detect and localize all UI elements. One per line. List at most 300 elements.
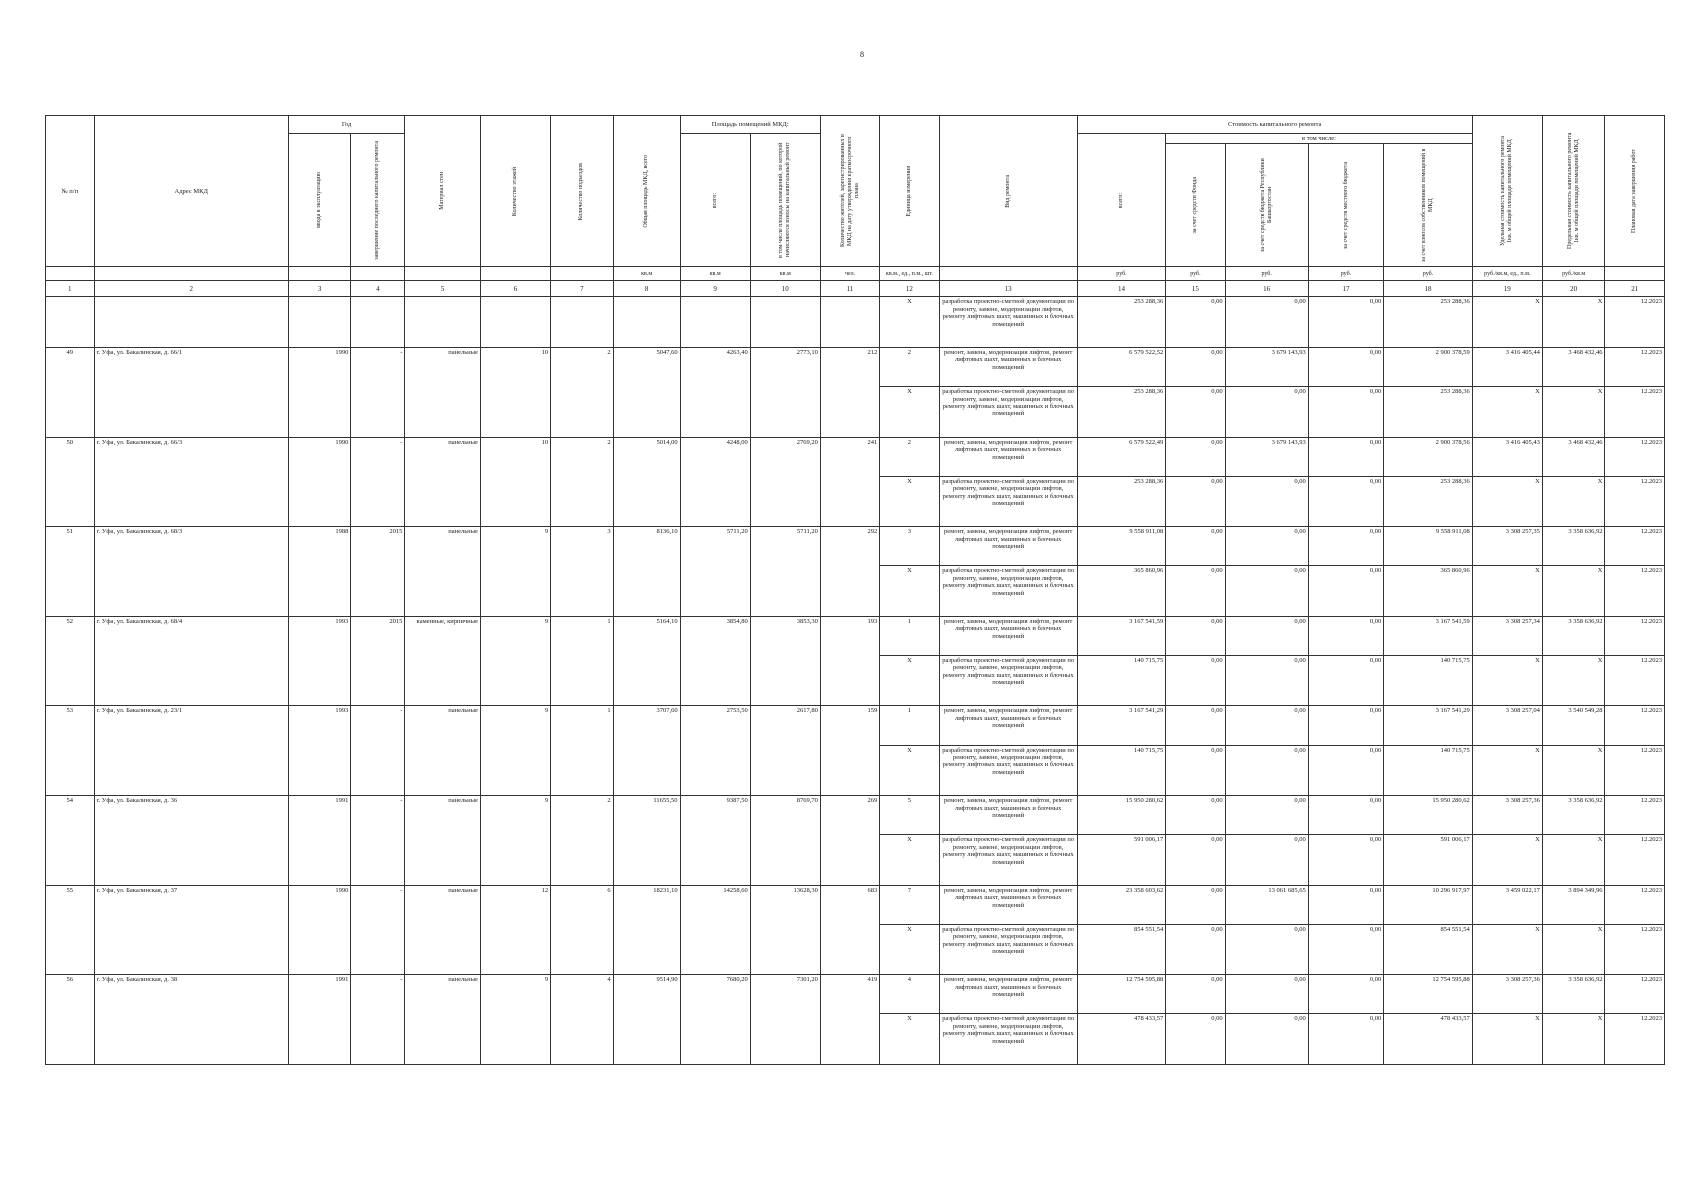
cost-republic-cell: 0,00 [1225,387,1308,438]
header-floors: Количество этажей [480,116,550,267]
cost-owners-cell: 365 860,96 [1384,566,1473,617]
residents-cell: 193 [820,616,879,706]
column-index-cell: 6 [480,281,550,297]
cost-local-cell: 0,00 [1308,348,1384,387]
cost-fund-cell: 0,00 [1166,835,1225,886]
header-year-last-repair: завершение последнего капитального ремонта [351,134,405,267]
header-cost-republic: за счет средств бюджета Республики Башкортостан [1225,144,1308,267]
unit-qty-cell: X [880,566,939,617]
year-cell: 1990 [288,348,351,438]
unit-cell: кв.м [750,267,820,281]
address-cell: г. Уфа, ул. Бакалинская, д. 66/1 [94,348,288,438]
max-cost-cell: X [1542,476,1605,527]
unit-cell [288,267,351,281]
entrances-cell: 6 [551,885,614,975]
max-cost-cell: 3 540 549,28 [1542,706,1605,745]
deadline-cell: 12.2023 [1605,566,1665,617]
empty-cell [94,297,288,348]
work-type-cell: разработка проектно-сметной документации по ремонту, замене, модернизации лифтов, ремонту лифтовых шахт, машинных и блочных помещений [939,835,1077,886]
cost-total-cell: 15 950 280,62 [1077,796,1166,835]
cost-fund-cell: 0,00 [1166,476,1225,527]
unit-qty-cell: X [880,745,939,796]
max-cost-cell: X [1542,1014,1605,1065]
column-index-row [46,281,1665,297]
cost-local-cell: 0,00 [1308,655,1384,706]
max-cost-cell: 3 468 432,46 [1542,437,1605,476]
residents-cell: 292 [820,527,879,617]
deadline-cell: 12.2023 [1605,476,1665,527]
header-premises-area: Площадь помещений МКД: [680,116,820,134]
last-repair-cell: - [351,885,405,975]
column-index-cell: 10 [750,281,820,297]
work-type-cell: разработка проектно-сметной документации по ремонту, замене, модернизации лифтов, ремонту лифтовых шахт, машинных и блочных помещений [939,387,1077,438]
address-cell: г. Уфа, ул. Бакалинская, д. 23/1 [94,706,288,796]
unit-qty-cell: 1 [880,616,939,655]
work-type-cell: ремонт, замена, модернизация лифтов, ремонт лифтовых шахт, машинных и блочных помещений [939,975,1077,1014]
cost-republic-cell: 0,00 [1225,527,1308,566]
unit-cell: руб. [1225,267,1308,281]
row-number-cell: 51 [46,527,95,617]
row-number-cell: 55 [46,885,95,975]
year-cell: 1991 [288,796,351,886]
work-type-cell: ремонт, замена, модернизация лифтов, ремонт лифтовых шахт, машинных и блочных помещений [939,616,1077,655]
column-index-cell: 12 [880,281,939,297]
cost-local-cell: 0,00 [1308,745,1384,796]
unit-qty-cell: 5 [880,796,939,835]
cost-local-cell: 0,00 [1308,975,1384,1014]
unit-cell: чел. [820,267,879,281]
header-total-area: Общая площадь МКД, всего [613,116,680,267]
residential-area-cell: 2769,20 [750,437,820,527]
header-incl: в том числе: [1166,134,1473,144]
cost-total-cell: 12 754 595,88 [1077,975,1166,1014]
residents-cell: 159 [820,706,879,796]
material-cell: панельные [405,796,481,886]
deadline-cell: 12.2023 [1605,924,1665,975]
floors-cell: 12 [480,885,550,975]
unit-cell [551,267,614,281]
floors-cell: 9 [480,706,550,796]
max-cost-cell: 3 894 349,96 [1542,885,1605,924]
cost-owners-cell: 10 296 917,97 [1384,885,1473,924]
address-cell: г. Уфа, ул. Бакалинская, д. 36 [94,796,288,886]
cost-local-cell: 0,00 [1308,835,1384,886]
residential-area-cell: 2773,10 [750,348,820,438]
material-cell: панельные [405,706,481,796]
row-number-cell: 52 [46,616,95,706]
specific-cost-cell: X [1472,835,1542,886]
specific-cost-cell: X [1472,924,1542,975]
unit-cell [46,267,95,281]
entrances-cell: 1 [551,706,614,796]
last-repair-cell: 2015 [351,616,405,706]
cost-republic-cell: 0,00 [1225,924,1308,975]
residents-cell: 419 [820,975,879,1065]
cost-total-cell: 591 006,17 [1077,835,1166,886]
unit-qty-cell: 2 [880,348,939,387]
unit-cell: руб./кв.м, ед., п.м. [1472,267,1542,281]
premises-area-cell: 5711,20 [680,527,750,617]
empty-cell [613,297,680,348]
unit-cell: кв.м [613,267,680,281]
unit-cell [94,267,288,281]
work-type-cell: ремонт, замена, модернизация лифтов, ремонт лифтовых шахт, машинных и блочных помещений [939,348,1077,387]
row-number-cell: 53 [46,706,95,796]
residents-cell: 683 [820,885,879,975]
column-index-cell: 16 [1225,281,1308,297]
work-type-cell: разработка проектно-сметной документации по ремонту, замене, модернизации лифтов, ремонту лифтовых шахт, машинных и блочных помещений [939,924,1077,975]
column-index-cell: 3 [288,281,351,297]
last-repair-cell: - [351,706,405,796]
deadline-cell: 12.2023 [1605,796,1665,835]
entrances-cell: 2 [551,796,614,886]
deadline-cell: 12.2023 [1605,706,1665,745]
cost-fund-cell: 0,00 [1166,566,1225,617]
empty-cell [46,297,95,348]
last-repair-cell: 2015 [351,527,405,617]
floors-cell: 9 [480,527,550,617]
entrances-cell: 2 [551,437,614,527]
unit-cell [939,267,1077,281]
work-type-cell: ремонт, замена, модернизация лифтов, ремонт лифтовых шахт, машинных и блочных помещений [939,527,1077,566]
cost-local-cell: 0,00 [1308,437,1384,476]
specific-cost-cell: 3 459 022,17 [1472,885,1542,924]
deadline-cell: 12.2023 [1605,527,1665,566]
specific-cost-cell: 3 308 257,36 [1472,796,1542,835]
cost-local-cell: 0,00 [1308,616,1384,655]
cost-owners-cell: 854 551,54 [1384,924,1473,975]
column-index-cell: 14 [1077,281,1166,297]
deadline-cell: 12.2023 [1605,745,1665,796]
cost-local-cell: 0,00 [1308,796,1384,835]
header-cost: Стоимость капитального ремонта [1077,116,1472,134]
max-cost-cell: X [1542,297,1605,348]
max-cost-cell: 3 358 636,92 [1542,796,1605,835]
cost-total-cell: 854 551,54 [1077,924,1166,975]
unit-cell: кв.м [680,267,750,281]
cost-total-cell: 23 358 603,62 [1077,885,1166,924]
header-entrances: Количество подъездов [551,116,614,267]
work-type-cell: разработка проектно-сметной документации по ремонту, замене, модернизации лифтов, ремонту лифтовых шахт, машинных и блочных помещений [939,566,1077,617]
unit-qty-cell: X [880,387,939,438]
cost-fund-cell: 0,00 [1166,745,1225,796]
column-index-cell: 18 [1384,281,1473,297]
entrances-cell: 3 [551,527,614,617]
unit-qty-cell: 7 [880,885,939,924]
total-area-cell: 9514,90 [613,975,680,1065]
cost-owners-cell: 2 900 378,59 [1384,348,1473,387]
table-body [46,297,1665,1065]
specific-cost-cell: X [1472,1014,1542,1065]
cost-owners-cell: 140 715,75 [1384,655,1473,706]
cost-fund-cell: 0,00 [1166,1014,1225,1065]
deadline-cell: 12.2023 [1605,348,1665,387]
page-number: 8 [860,50,864,59]
deadline-cell: 12.2023 [1605,1014,1665,1065]
cost-owners-cell: 140 715,75 [1384,745,1473,796]
unit-cell: кв.м., ед., п.м., шт. [880,267,939,281]
cost-republic-cell: 3 679 143,93 [1225,348,1308,387]
column-index-cell: 9 [680,281,750,297]
table-row [46,527,1665,566]
table-row [46,348,1665,387]
table-row [46,706,1665,745]
entrances-cell: 4 [551,975,614,1065]
cost-local-cell: 0,00 [1308,1014,1384,1065]
column-index-cell: 17 [1308,281,1384,297]
column-index-cell: 8 [613,281,680,297]
header-n: № п/п [46,116,95,267]
total-area-cell: 5047,60 [613,348,680,438]
table-row [46,616,1665,655]
max-cost-cell: X [1542,655,1605,706]
unit-qty-cell: X [880,297,939,348]
table-row [46,297,1665,348]
address-cell: г. Уфа, ул. Бакалинская, д. 68/3 [94,527,288,617]
specific-cost-cell: X [1472,476,1542,527]
cost-republic-cell: 0,00 [1225,1014,1308,1065]
year-cell: 1990 [288,437,351,527]
specific-cost-cell: 3 416 405,44 [1472,348,1542,387]
row-number-cell: 49 [46,348,95,438]
cost-republic-cell: 0,00 [1225,796,1308,835]
empty-cell [351,297,405,348]
deadline-cell: 12.2023 [1605,297,1665,348]
unit-qty-cell: X [880,655,939,706]
column-index-cell: 11 [820,281,879,297]
cost-local-cell: 0,00 [1308,297,1384,348]
specific-cost-cell: X [1472,655,1542,706]
cost-total-cell: 140 715,75 [1077,745,1166,796]
header-year: Год [288,116,405,134]
column-index-cell: 15 [1166,281,1225,297]
address-cell: г. Уфа, ул. Бакалинская, д. 37 [94,885,288,975]
residential-area-cell: 7301,20 [750,975,820,1065]
max-cost-cell: 3 468 432,46 [1542,348,1605,387]
cost-total-cell: 3 167 541,59 [1077,616,1166,655]
floors-cell: 10 [480,437,550,527]
column-index-cell: 20 [1542,281,1605,297]
cost-owners-cell: 9 558 911,08 [1384,527,1473,566]
year-cell: 1991 [288,975,351,1065]
unit-cell: руб. [1166,267,1225,281]
residential-area-cell: 5711,20 [750,527,820,617]
residents-cell: 269 [820,796,879,886]
deadline-cell: 12.2023 [1605,655,1665,706]
cost-local-cell: 0,00 [1308,706,1384,745]
cost-fund-cell: 0,00 [1166,655,1225,706]
max-cost-cell: X [1542,387,1605,438]
material-cell: панельные [405,527,481,617]
cost-total-cell: 6 579 522,49 [1077,437,1166,476]
cost-fund-cell: 0,00 [1166,885,1225,924]
cost-republic-cell: 0,00 [1225,706,1308,745]
cost-republic-cell: 13 061 685,65 [1225,885,1308,924]
deadline-cell: 12.2023 [1605,616,1665,655]
cost-total-cell: 140 715,75 [1077,655,1166,706]
cost-total-cell: 9 558 911,08 [1077,527,1166,566]
premises-area-cell: 4263,40 [680,348,750,438]
header-premises-residential: в том числе площадь помещений, по которой начисляются взносы на капитальный ремонт [750,134,820,267]
material-cell: панельные [405,348,481,438]
cost-local-cell: 0,00 [1308,476,1384,527]
header-residents: Количество жителей, зарегистрированных в МКД на дату утверждения краткосрочного плана [820,116,879,267]
specific-cost-cell: X [1472,745,1542,796]
total-area-cell: 3707,60 [613,706,680,796]
residents-cell: 241 [820,437,879,527]
header-deadline: Плановая дата завершения работ [1605,116,1665,267]
unit-qty-cell: X [880,476,939,527]
unit-cell: руб./кв.м [1542,267,1605,281]
deadline-cell: 12.2023 [1605,885,1665,924]
work-type-cell: разработка проектно-сметной документации по ремонту, замене, модернизации лифтов, ремонту лифтовых шахт, машинных и блочных помещений [939,655,1077,706]
address-cell: г. Уфа, ул. Бакалинская, д. 68/4 [94,616,288,706]
column-index-cell: 13 [939,281,1077,297]
header-max-cost: Предельная стоимость капитального ремонта 1кв. м общей площади помещений МКД [1542,116,1605,267]
total-area-cell: 11655,50 [613,796,680,886]
table-row [46,885,1665,924]
header-unit: Единица измерения [880,116,939,267]
unit-cell [480,267,550,281]
cost-owners-cell: 253 288,36 [1384,387,1473,438]
unit-cell [405,267,481,281]
material-cell: панельные [405,437,481,527]
unit-cell: руб. [1384,267,1473,281]
floors-cell: 9 [480,796,550,886]
unit-qty-cell: 3 [880,527,939,566]
unit-qty-cell: 4 [880,975,939,1014]
total-area-cell: 8136,10 [613,527,680,617]
specific-cost-cell: X [1472,566,1542,617]
cost-local-cell: 0,00 [1308,566,1384,617]
cost-owners-cell: 2 900 378,56 [1384,437,1473,476]
column-index-cell: 7 [551,281,614,297]
specific-cost-cell: 3 308 257,34 [1472,616,1542,655]
unit-cell [1605,267,1665,281]
unit-qty-cell: 2 [880,437,939,476]
unit-qty-cell: X [880,924,939,975]
premises-area-cell: 2753,50 [680,706,750,796]
empty-cell [750,297,820,348]
cost-owners-cell: 253 288,36 [1384,476,1473,527]
residential-area-cell: 2617,80 [750,706,820,796]
last-repair-cell: - [351,348,405,438]
work-type-cell: разработка проектно-сметной документации по ремонту, замене, модернизации лифтов, ремонту лифтовых шахт, машинных и блочных помещений [939,745,1077,796]
empty-cell [405,297,481,348]
premises-area-cell: 9387,50 [680,796,750,886]
cost-total-cell: 365 860,96 [1077,566,1166,617]
cost-republic-cell: 0,00 [1225,616,1308,655]
specific-cost-cell: 3 308 257,36 [1472,975,1542,1014]
cost-republic-cell: 0,00 [1225,655,1308,706]
cost-owners-cell: 3 167 541,29 [1384,706,1473,745]
work-type-cell: разработка проектно-сметной документации по ремонту, замене, модернизации лифтов, ремонту лифтовых шахт, машинных и блочных помещений [939,297,1077,348]
cost-total-cell: 253 288,36 [1077,387,1166,438]
total-area-cell: 5014,00 [613,437,680,527]
address-cell: г. Уфа, ул. Бакалинская, д. 66/3 [94,437,288,527]
cost-fund-cell: 0,00 [1166,706,1225,745]
material-cell: панельные [405,975,481,1065]
max-cost-cell: 3 358 636,92 [1542,975,1605,1014]
material-cell: каменные, кирпичные [405,616,481,706]
cost-fund-cell: 0,00 [1166,796,1225,835]
header-premises-total: всего: [680,134,750,267]
cost-owners-cell: 253 288,36 [1384,297,1473,348]
cost-local-cell: 0,00 [1308,885,1384,924]
premises-area-cell: 7680,20 [680,975,750,1065]
empty-cell [680,297,750,348]
header-work-type: Вид ремонта [939,116,1077,267]
specific-cost-cell: X [1472,387,1542,438]
header-material: Материал стен [405,116,481,267]
cost-republic-cell: 0,00 [1225,745,1308,796]
cost-owners-cell: 12 754 595,88 [1384,975,1473,1014]
max-cost-cell: 3 358 636,92 [1542,616,1605,655]
header-cost-total: всего: [1077,134,1166,267]
cost-owners-cell: 3 167 541,59 [1384,616,1473,655]
cost-total-cell: 478 433,57 [1077,1014,1166,1065]
unit-qty-cell: 1 [880,706,939,745]
cost-fund-cell: 0,00 [1166,348,1225,387]
last-repair-cell: - [351,796,405,886]
max-cost-cell: X [1542,566,1605,617]
year-cell: 1990 [288,885,351,975]
cost-owners-cell: 15 950 280,62 [1384,796,1473,835]
empty-cell [820,297,879,348]
cost-owners-cell: 591 006,17 [1384,835,1473,886]
column-index-cell: 19 [1472,281,1542,297]
residential-area-cell: 13628,30 [750,885,820,975]
max-cost-cell: 3 358 636,92 [1542,527,1605,566]
cost-total-cell: 3 167 541,29 [1077,706,1166,745]
specific-cost-cell: 3 308 257,04 [1472,706,1542,745]
cost-local-cell: 0,00 [1308,924,1384,975]
work-type-cell: разработка проектно-сметной документации по ремонту, замене, модернизации лифтов, ремонту лифтовых шахт, машинных и блочных помещений [939,476,1077,527]
cost-republic-cell: 0,00 [1225,566,1308,617]
unit-qty-cell: X [880,1014,939,1065]
header-year-commission: ввода в эксплуатацию [288,134,351,267]
work-type-cell: ремонт, замена, модернизация лифтов, ремонт лифтовых шахт, машинных и блочных помещений [939,437,1077,476]
floors-cell: 9 [480,616,550,706]
cost-republic-cell: 0,00 [1225,835,1308,886]
cost-total-cell: 253 288,36 [1077,476,1166,527]
cost-total-cell: 6 579 522,52 [1077,348,1166,387]
entrances-cell: 2 [551,348,614,438]
year-cell: 1993 [288,616,351,706]
cost-fund-cell: 0,00 [1166,975,1225,1014]
work-type-cell: ремонт, замена, модернизация лифтов, ремонт лифтовых шахт, машинных и блочных помещений [939,706,1077,745]
max-cost-cell: X [1542,835,1605,886]
work-type-cell: разработка проектно-сметной документации по ремонту, замене, модернизации лифтов, ремонту лифтовых шахт, машинных и блочных помещений [939,1014,1077,1065]
specific-cost-cell: 3 416 405,43 [1472,437,1542,476]
row-number-cell: 54 [46,796,95,886]
unit-cell [351,267,405,281]
total-area-cell: 18231,10 [613,885,680,975]
last-repair-cell: - [351,975,405,1065]
deadline-cell: 12.2023 [1605,437,1665,476]
cost-fund-cell: 0,00 [1166,924,1225,975]
cost-fund-cell: 0,00 [1166,616,1225,655]
residents-cell: 212 [820,348,879,438]
specific-cost-cell: X [1472,297,1542,348]
premises-area-cell: 4248,00 [680,437,750,527]
table-row [46,437,1665,476]
address-cell: г. Уфа, ул. Бакалинская, д. 38 [94,975,288,1065]
column-index-cell: 2 [94,281,288,297]
cost-local-cell: 0,00 [1308,387,1384,438]
empty-cell [480,297,550,348]
table-row [46,796,1665,835]
